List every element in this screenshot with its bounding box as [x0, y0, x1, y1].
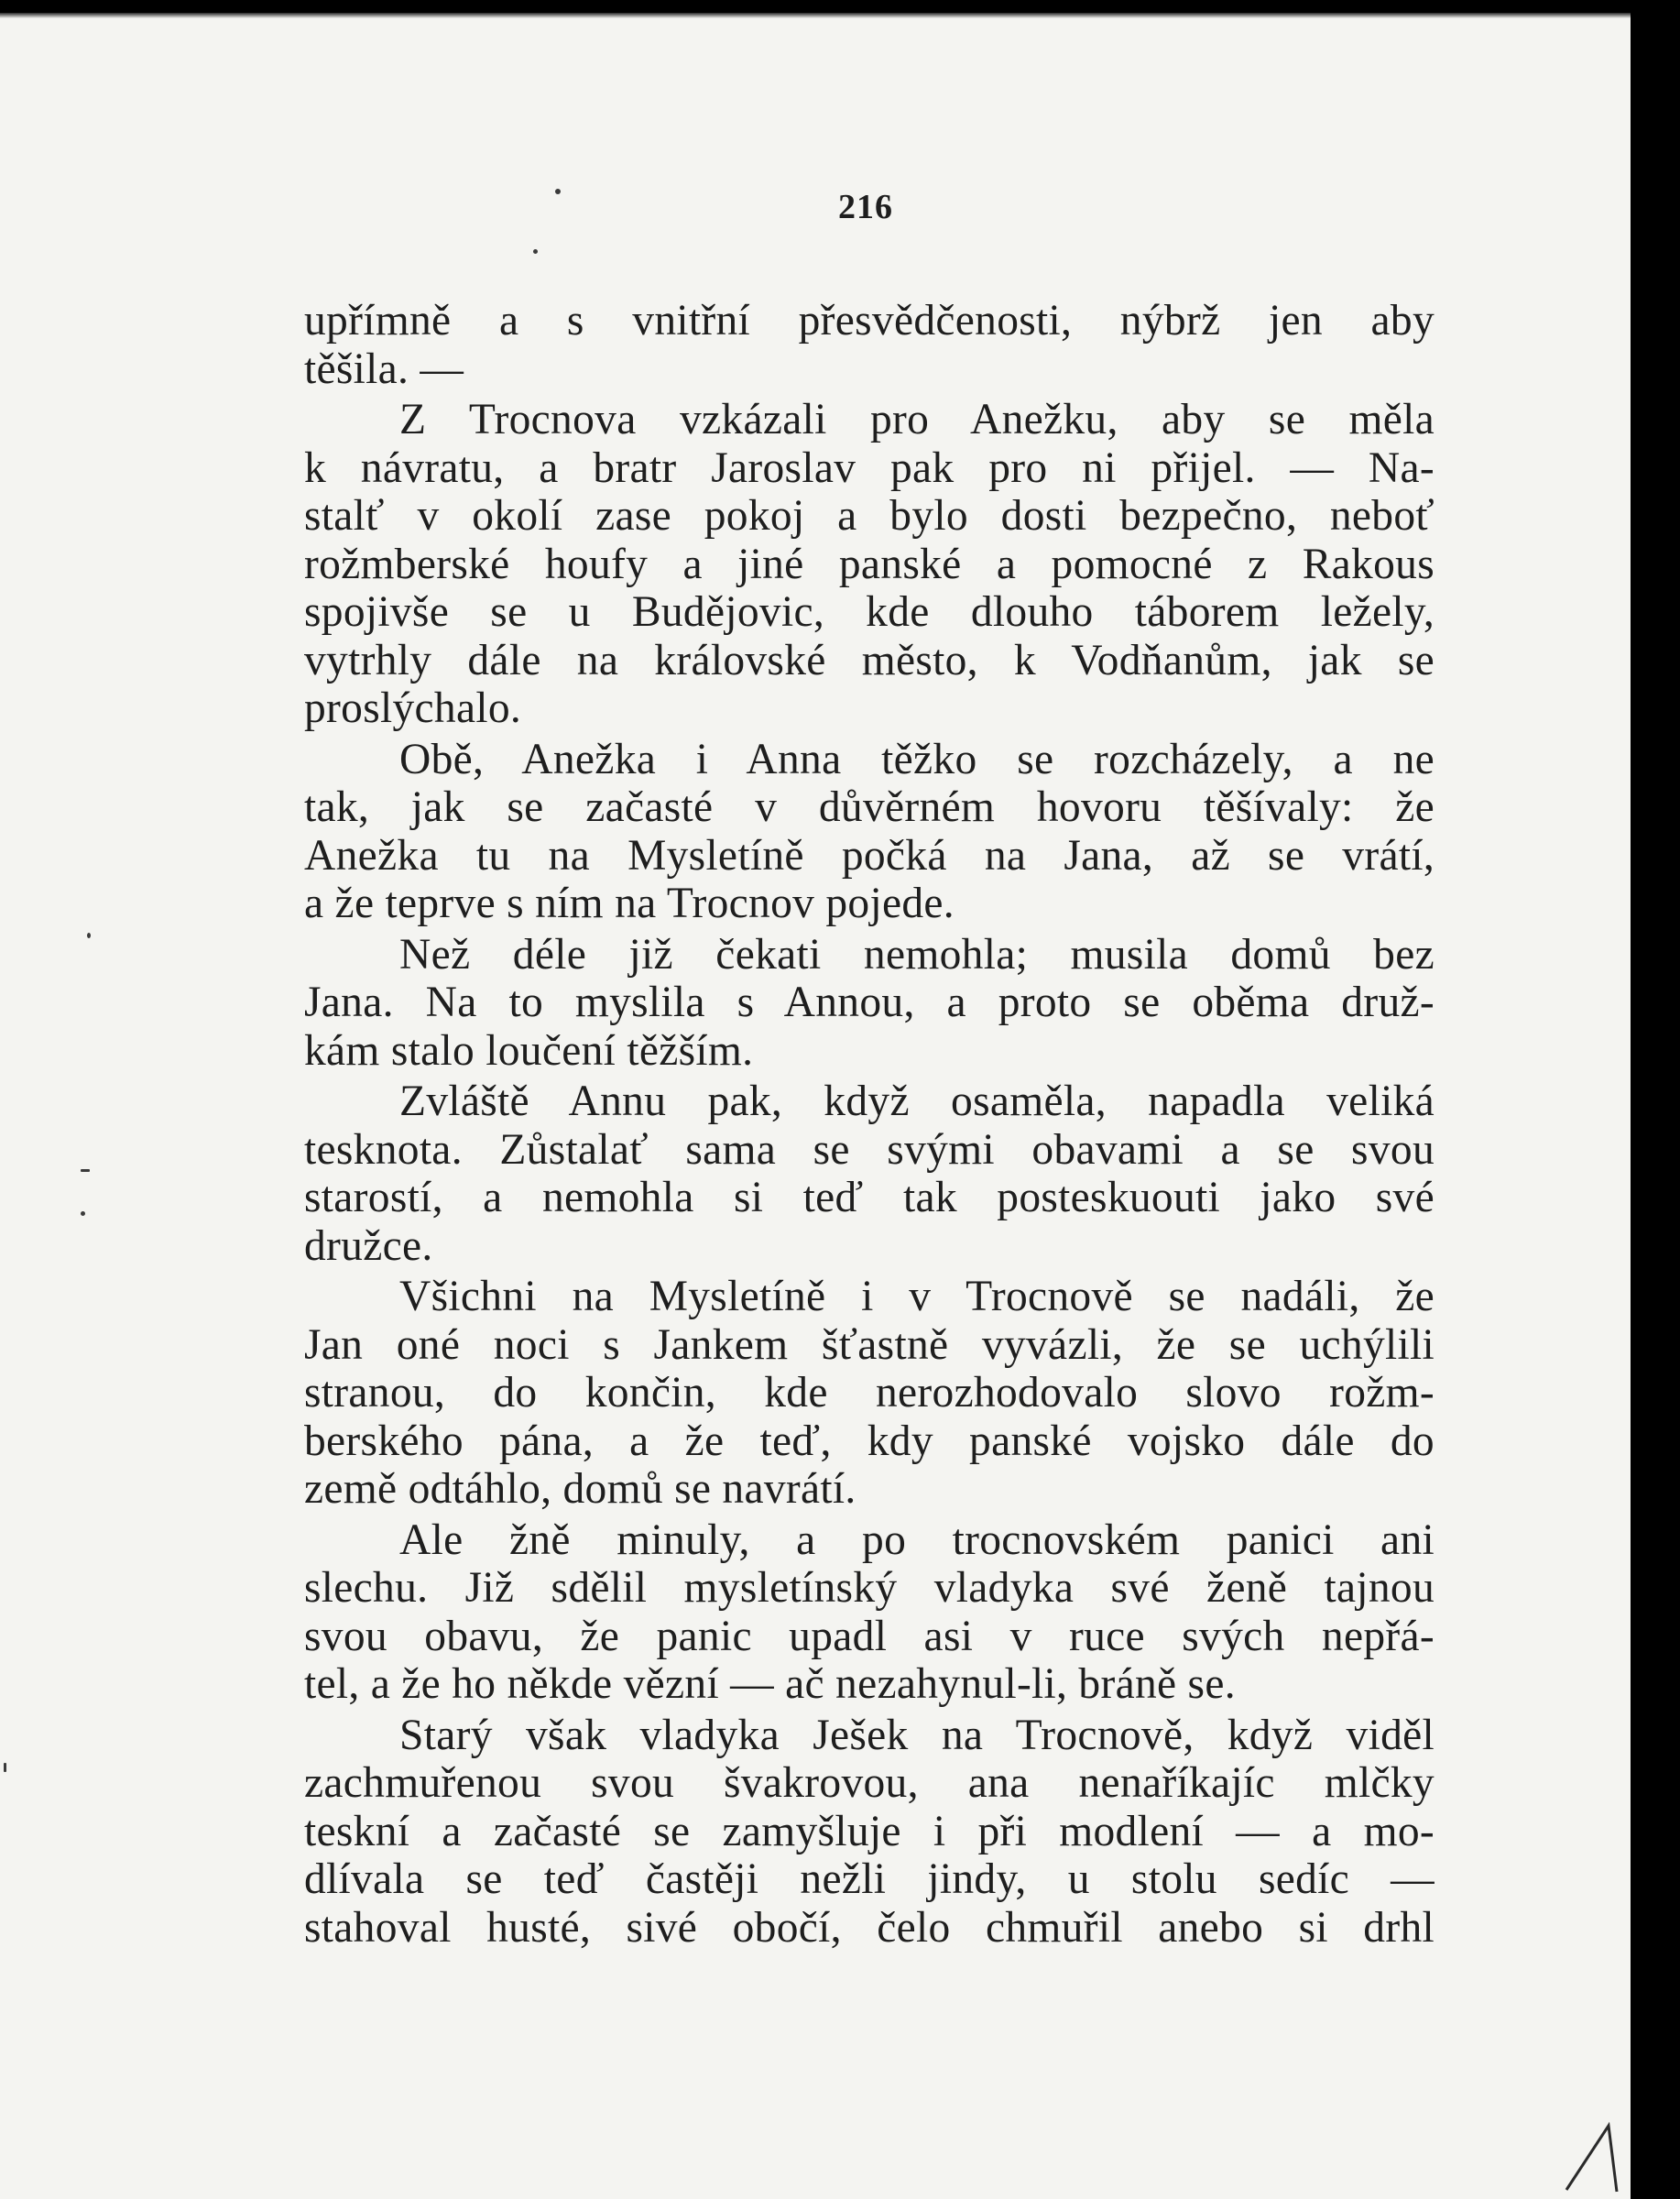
text-line: Ale žně minuly, a po trocnovském panici ani: [399, 1515, 1435, 1564]
paragraph: [304, 1078, 1435, 1270]
scan-speck: [81, 1169, 90, 1172]
text-line: k návratu, a bratr Jaroslav pak pro ni přijel. — Na-: [304, 443, 1435, 492]
text-line: dlívala se teď častěji nežli jindy, u stolu sedíc —: [304, 1855, 1435, 1903]
text-line: Než déle již čekati nemohla; musila domů bez: [399, 930, 1435, 979]
text-line: a že teprve s ním na Trocnov pojede.: [304, 880, 955, 927]
text-line: zachmuřenou svou švakrovou, ana nenaříkajíc mlčky: [304, 1759, 1435, 1807]
paragraph: [304, 396, 1435, 733]
scan-speck: [81, 1211, 85, 1216]
text-line: stalť v okolí zase pokoj a bylo dosti bezpečno, neboť: [304, 492, 1435, 540]
text-line: kám stalo loučení těžším.: [304, 1026, 754, 1075]
scan-speck: [533, 249, 538, 254]
paragraph: [304, 1712, 1435, 1953]
text-line: spojivše se u Budějovic, kde dlouho táborem ležely,: [304, 588, 1435, 636]
page-number: 216: [838, 188, 893, 226]
scan-corner-mark: [1530, 2071, 1631, 2199]
text-line: vytrhly dále na královské město, k Vodňanům, jak se: [304, 636, 1435, 684]
text-line: teskní a začasté se zamyšluje i při modlení — a mo-: [304, 1807, 1435, 1855]
text-line: svou obavu, že panic upadl asi v ruce svých nepřá-: [304, 1612, 1435, 1660]
text-line: starostí, a nemohla si teď tak posteskuouti jako své: [304, 1174, 1435, 1221]
text-line: berského pána, a že teď, kdy panské vojsko dále do: [304, 1417, 1435, 1465]
paragraph: [304, 931, 1435, 1076]
scan-top-edge: [0, 13, 1631, 18]
paragraph: [304, 736, 1435, 928]
text-line: tesknota. Zůstalať sama se svými obavami a se svou: [304, 1125, 1435, 1174]
text-line: proslýchalo.: [304, 684, 522, 732]
paragraph: [304, 1273, 1435, 1514]
paragraph: [304, 297, 1435, 393]
body-text: [304, 297, 1435, 1952]
text-line: slechu. Již sdělil mysletínský vladyka své ženě tajnou: [304, 1564, 1435, 1612]
text-line: Z Trocnova vzkázali pro Anežku, aby se měla: [399, 396, 1435, 443]
text-line: upřímně a s vnitřní přesvědčenosti, nýbrž jen aby: [304, 297, 1435, 345]
scan-speck: [4, 1763, 6, 1772]
text-line: Anežka tu na Mysletíně počká na Jana, až se vrátí,: [304, 831, 1435, 880]
text-line: Jana. Na to myslila s Annou, a proto se oběma druž-: [304, 979, 1435, 1026]
paragraph: [304, 1516, 1435, 1709]
text-line: rožmberské houfy a jiné panské a pomocné z Rakous: [304, 540, 1435, 588]
text-line: země odtáhlo, domů se navrátí.: [304, 1465, 856, 1513]
text-line: těšila. —: [304, 345, 464, 393]
text-line: Obě, Anežka i Anna těžko se rozcházely, a ne: [399, 735, 1435, 783]
scan-speck: [87, 933, 91, 938]
text-line: stranou, do končin, kde nerozhodovalo slovo rožm-: [304, 1369, 1435, 1417]
text-line: tel, a že ho někde vězní — ač nezahynul-li, bráně se.: [304, 1660, 1236, 1708]
text-line: Zvláště Annu pak, když osaměla, napadla veliká: [399, 1078, 1435, 1125]
book-page: [0, 13, 1631, 2199]
text-line: Jan oné noci s Jankem šťastně vyvázli, že se uchýlili: [304, 1320, 1435, 1369]
text-line: družce.: [304, 1221, 433, 1270]
text-line: Všichni na Mysletíně i v Trocnově se nadáli, že: [399, 1273, 1435, 1320]
text-line: stahoval husté, sivé obočí, čelo chmuřil anebo si drhl: [304, 1903, 1435, 1952]
text-line: Starý však vladyka Ješek na Trocnově, když viděl: [399, 1711, 1435, 1759]
text-line: tak, jak se začasté v důvěrném hovoru těšívaly: že: [304, 783, 1435, 831]
